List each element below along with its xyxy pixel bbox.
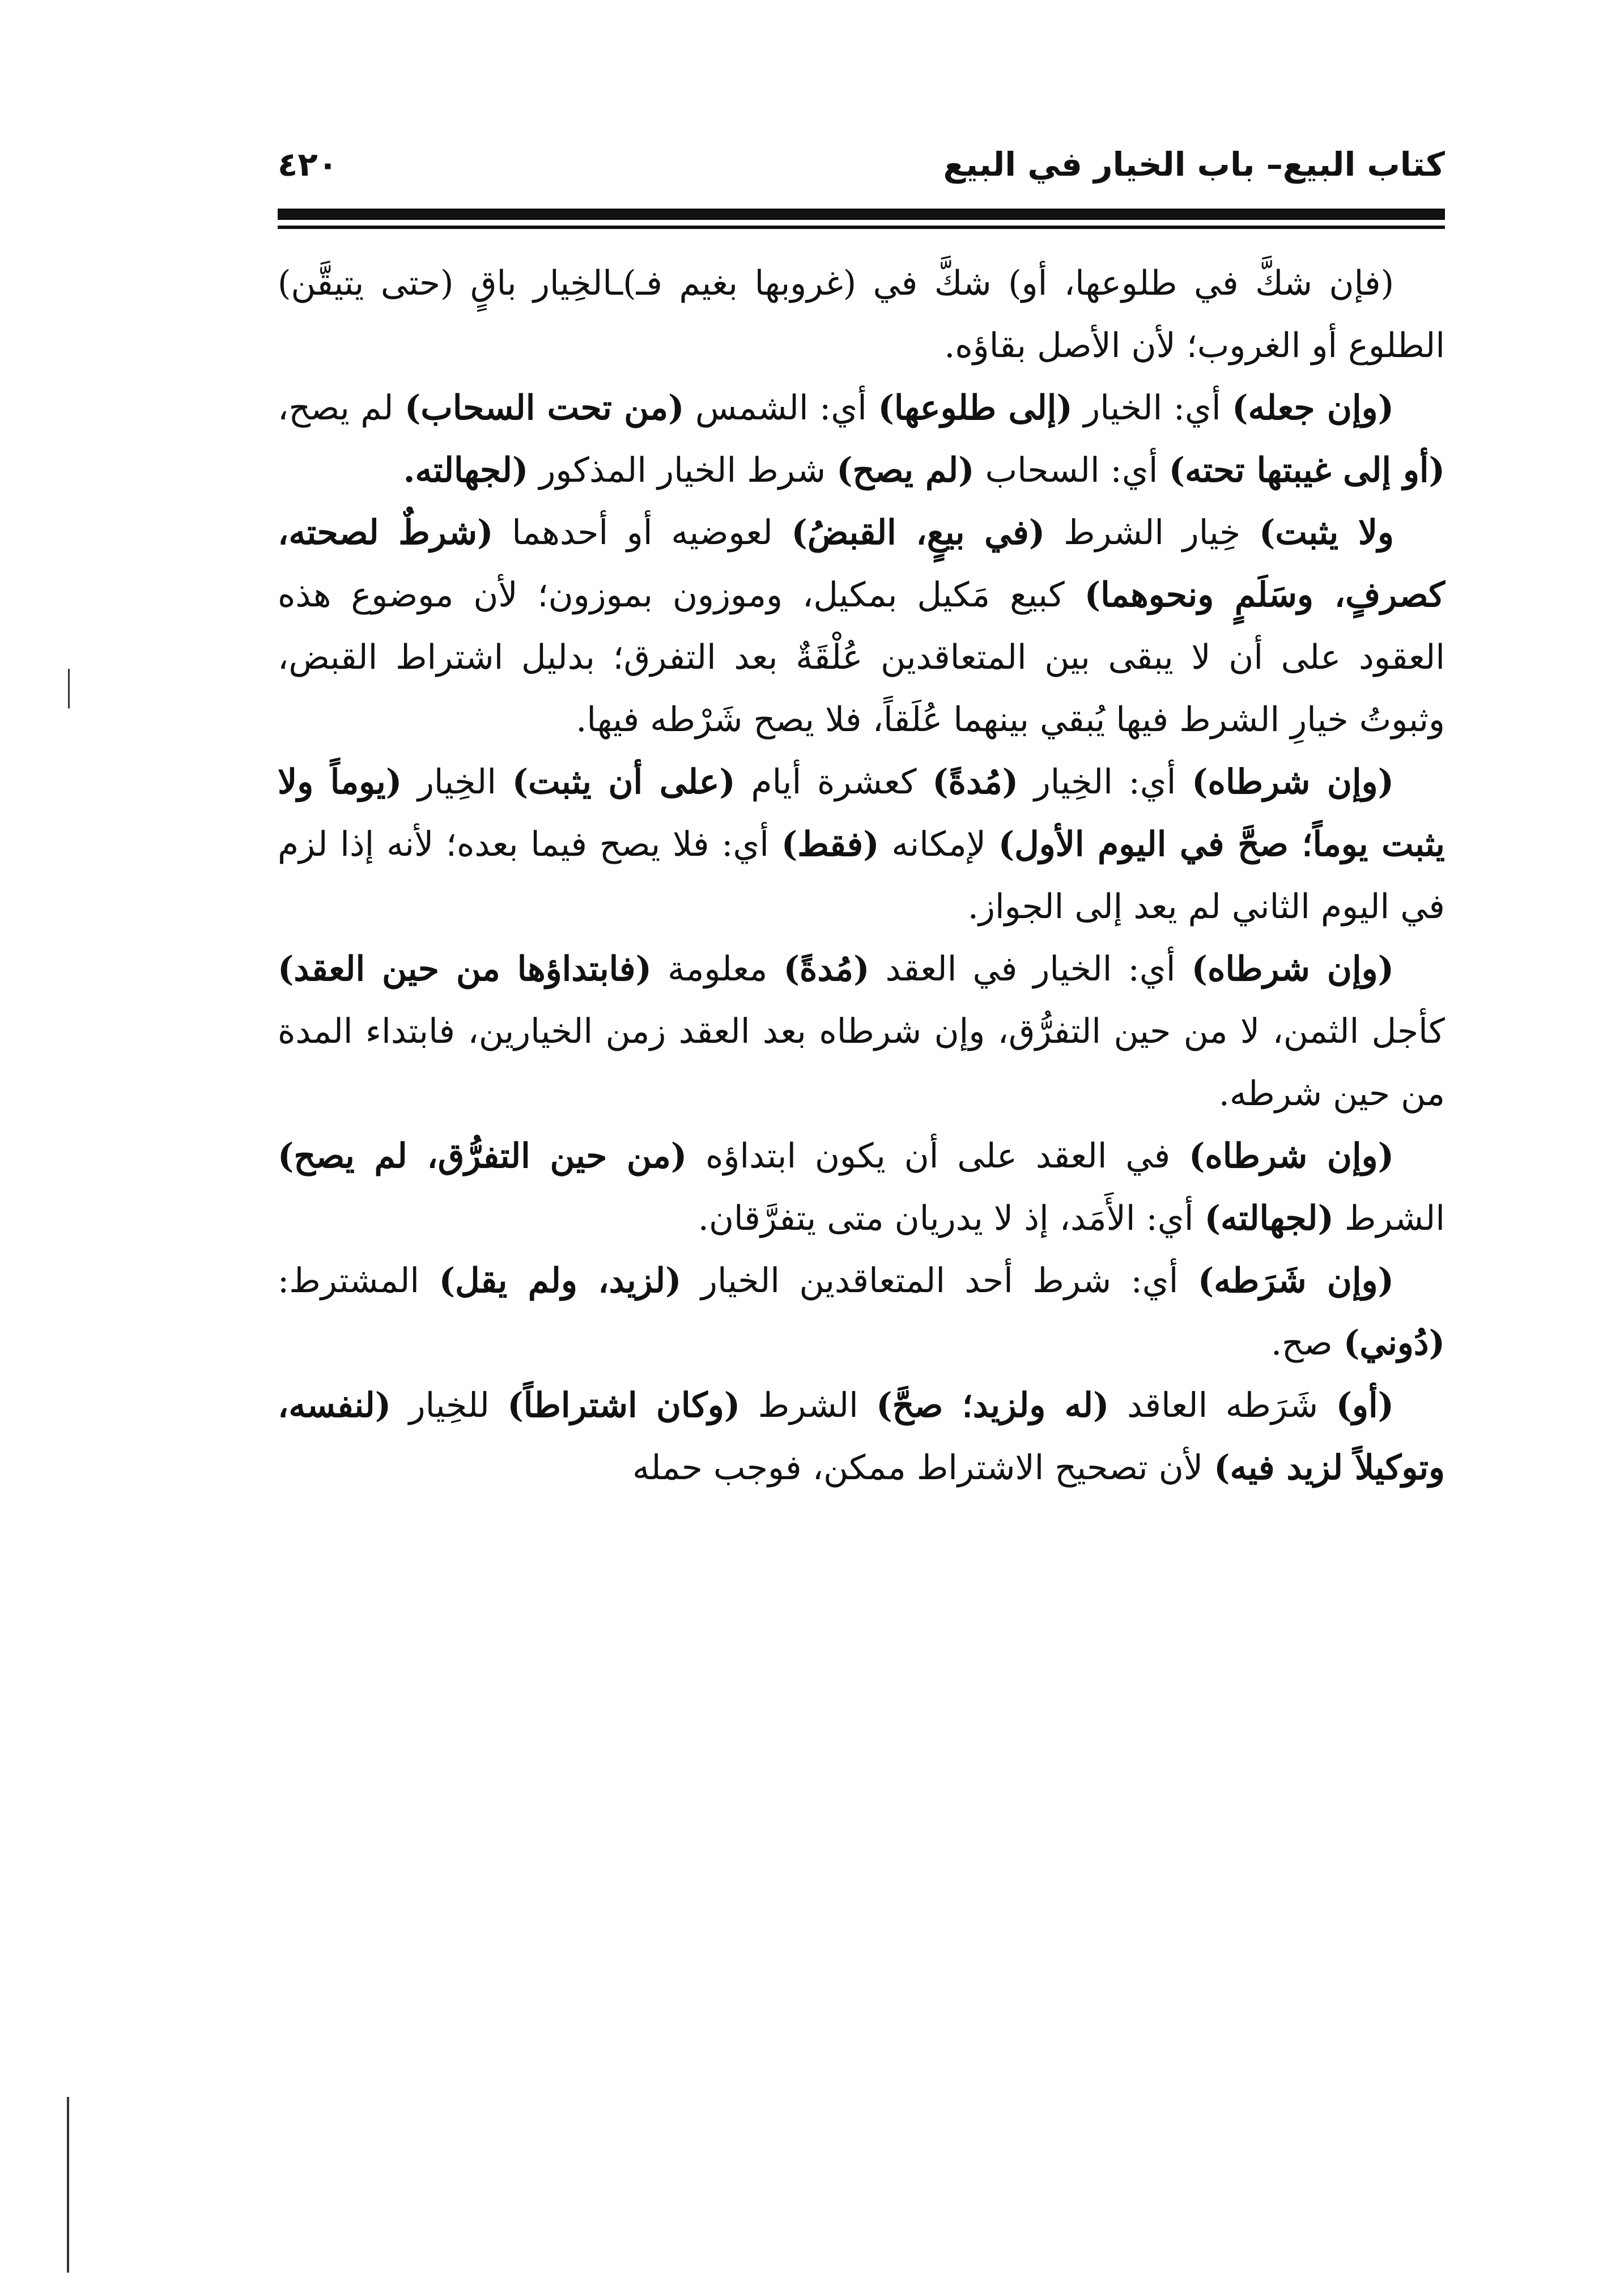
sharh-text: للخِيار bbox=[391, 1386, 508, 1425]
matn-text: (لزيد، ولم يقل) bbox=[439, 1261, 682, 1301]
paragraph bbox=[278, 502, 1445, 751]
sharh-text: أي: شرط أحد المتعاقدين الخيار bbox=[681, 1261, 1198, 1301]
sharh-text: لأن تصحيح الاشتراط ممكن، فوجب حمله bbox=[632, 1448, 1214, 1488]
sharh-text: أي: الخيار bbox=[1072, 388, 1232, 428]
matn-text: (على أن يثبت) bbox=[512, 762, 736, 802]
matn-text: (مُدةً) bbox=[932, 762, 1019, 802]
sharh-text: أي: الخِيار bbox=[1018, 762, 1192, 802]
sharh-text: في العقد على أن يكون ابتداؤه bbox=[687, 1136, 1189, 1176]
matn-text: (لم يصح) bbox=[836, 451, 975, 490]
sharh-text: كبيع مَكيل بمكيل، وموزون بموزون؛ لأن موضوع هذه العقود على أن لا يبقى بين المتعاقدين عُلْقَةٌ بعد التفرق؛ بدليل اشتراط القبض، وثبوتُ خيارِ الشرط فيها يُبقي بينهما عُلَقاً، فلا يصح شَرْطه فيها. bbox=[278, 575, 1445, 740]
matn-text: (له ولزيد؛ صحَّ) bbox=[876, 1386, 1109, 1425]
sharh-text: أي: الشمس bbox=[684, 388, 878, 428]
matn-text: (فقط) bbox=[781, 825, 879, 864]
page-header bbox=[278, 142, 1445, 187]
paragraph bbox=[278, 1125, 1445, 1250]
sharh-text: صح. bbox=[1270, 1323, 1344, 1363]
matn-text: (وإن شرطاه) bbox=[1192, 762, 1394, 802]
header-rule-thin bbox=[278, 226, 1445, 229]
matn-text: ولا يثبت) bbox=[1259, 513, 1395, 553]
sharh-text: أي: الخيار في العقد bbox=[869, 949, 1192, 989]
paragraph bbox=[278, 252, 1445, 377]
sharh-text: لم يصح، bbox=[278, 388, 405, 428]
header-rule-thick bbox=[278, 209, 1445, 220]
sharh-text: أي: الأَمَد، إذ لا يدريان متى يتفرَّقان. bbox=[698, 1199, 1205, 1238]
matn-text: (إلى طلوعها) bbox=[878, 388, 1073, 428]
matn-text: (من حين التفرُّق، لم يصح) bbox=[278, 1136, 687, 1176]
sharh-text: الشرط bbox=[740, 1386, 877, 1425]
page-number: ٤٢٠ bbox=[278, 145, 338, 184]
matn-text: (وكان اشتراطاً) bbox=[507, 1386, 741, 1425]
paragraph bbox=[278, 1374, 1445, 1499]
sharh-text: خِيار الشرط bbox=[1045, 513, 1260, 553]
paragraph bbox=[278, 938, 1445, 1125]
sharh-text: أي: السحاب bbox=[974, 451, 1169, 490]
matn-text: (لنفسه، وتوكيلاً لزيد فيه) bbox=[278, 1386, 1445, 1488]
scan-margin-line bbox=[67, 2097, 69, 2273]
matn-text: (في بيعٍ، القبضُ) bbox=[791, 513, 1045, 553]
matn-text: (أو) bbox=[1336, 1386, 1394, 1425]
matn-text: (من تحت السحاب) bbox=[405, 388, 685, 428]
sharh-text: لعوضيه أو أحدهما bbox=[493, 513, 792, 553]
sharh-text: (فإن شكَّ في طلوعها، أو) شكَّ في (غروبها بغيم فـ)ـالخِيار باقٍ (حتى يتيقَّن) الطلوع أو الغروب؛ لأن الأصل بقاؤه. bbox=[278, 264, 1445, 366]
sharh-text: معلومة bbox=[652, 949, 784, 989]
sharh-text: المشترط: bbox=[278, 1261, 439, 1301]
sharh-text: الشرط bbox=[1333, 1199, 1445, 1238]
matn-text: (لجهالته) bbox=[1204, 1199, 1334, 1238]
matn-text: (دُوني) bbox=[1343, 1323, 1445, 1363]
matn-text: (شرطٌ لصحته، كصرفٍ، وسَلَمٍ ونحوهما) bbox=[278, 513, 1445, 615]
matn-text: (يوماً ولا يثبت يوماً؛ صحَّ في اليوم الأول) bbox=[278, 762, 1445, 864]
matn-text: (وإن شَرَطه) bbox=[1197, 1261, 1394, 1301]
scan-margin-mark bbox=[68, 669, 70, 708]
sharh-text: شَرَطه العاقد bbox=[1109, 1386, 1336, 1425]
sharh-text: لإمكانه bbox=[879, 825, 998, 864]
matn-text: (أو إلى غيبتها تحته) bbox=[1168, 451, 1445, 490]
sharh-text: كأجل الثمن، لا من حين التفرُّق، وإن شرطاه بعد العقد زمن الخيارين، فابتداء المدة من حين شرطه. bbox=[278, 1012, 1445, 1114]
paragraph bbox=[278, 1250, 1445, 1374]
matn-text: (وإن جعله) bbox=[1232, 388, 1394, 428]
matn-text: (مُدةً) bbox=[783, 949, 870, 989]
matn-text: (وإن شرطاه) bbox=[1191, 949, 1394, 989]
paragraph bbox=[278, 751, 1445, 938]
sharh-text: الخِيار bbox=[402, 762, 512, 802]
sharh-text: شرط الخيار المذكور bbox=[528, 451, 837, 490]
body-text bbox=[278, 252, 1445, 1499]
sharh-text: كعشرة أيام bbox=[735, 762, 933, 802]
running-head-title: كتاب البيع– باب الخيار في البيع bbox=[943, 145, 1445, 184]
paragraph bbox=[278, 377, 1445, 502]
matn-text: (فابتداؤها من حين العقد) bbox=[278, 949, 652, 989]
matn-text: (وإن شرطاه) bbox=[1188, 1136, 1394, 1176]
sharh-text: أي: فلا يصح فيما بعده؛ لأنه إذا لزم في اليوم الثاني لم يعد إلى الجواز. bbox=[278, 825, 1445, 927]
matn-text: (لجهالته. bbox=[403, 451, 529, 490]
